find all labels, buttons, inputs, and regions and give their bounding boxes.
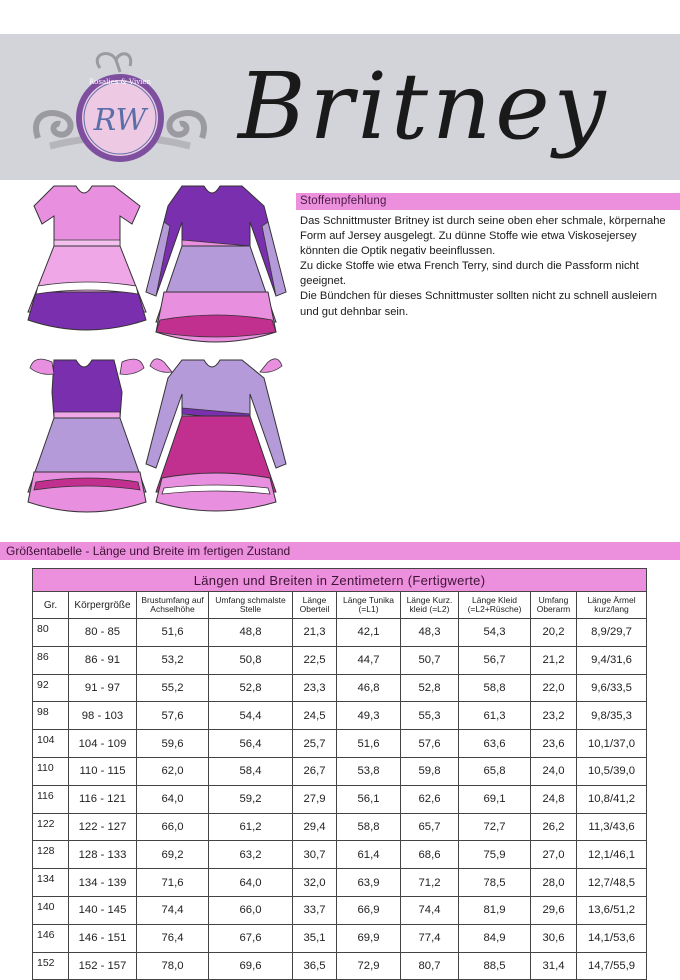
table-cell: 57,6 bbox=[137, 702, 209, 730]
table-cell: 52,8 bbox=[209, 674, 293, 702]
table-cell: 24,8 bbox=[531, 785, 577, 813]
table-cell: 92 bbox=[33, 674, 69, 702]
table-cell: 134 bbox=[33, 869, 69, 897]
table-cell: 64,0 bbox=[137, 785, 209, 813]
table-cell: 20,2 bbox=[531, 619, 577, 647]
table-row bbox=[33, 813, 647, 841]
table-cell: 69,9 bbox=[337, 924, 401, 952]
table-row bbox=[33, 869, 647, 897]
table-cell: 35,1 bbox=[293, 924, 337, 952]
table-cell: 62,6 bbox=[401, 785, 459, 813]
table-cell: 48,8 bbox=[209, 619, 293, 647]
table-cell: 50,8 bbox=[209, 646, 293, 674]
table-row bbox=[33, 730, 647, 758]
table-cell: 8,9/29,7 bbox=[577, 619, 647, 647]
table-cell: 24,5 bbox=[293, 702, 337, 730]
table-cell: 140 bbox=[33, 896, 69, 924]
column-header: Umfang Oberarm bbox=[531, 592, 577, 619]
table-cell: 86 bbox=[33, 646, 69, 674]
table-cell: 104 - 109 bbox=[69, 730, 137, 758]
size-table-caption: Längen und Breiten in Zentimetern (Fertigwerte) bbox=[33, 569, 647, 592]
column-header: Gr. bbox=[33, 592, 69, 619]
table-cell: 122 bbox=[33, 813, 69, 841]
table-cell: 22,0 bbox=[531, 674, 577, 702]
table-cell: 55,3 bbox=[401, 702, 459, 730]
left-scroll-ornament bbox=[36, 113, 71, 138]
table-cell: 134 - 139 bbox=[69, 869, 137, 897]
table-cell: 12,1/46,1 bbox=[577, 841, 647, 869]
table-cell: 71,6 bbox=[137, 869, 209, 897]
brand-logo bbox=[30, 46, 210, 171]
table-cell: 122 - 127 bbox=[69, 813, 137, 841]
table-cell: 66,0 bbox=[137, 813, 209, 841]
table-cell: 14,7/55,9 bbox=[577, 952, 647, 980]
table-cell: 13,6/51,2 bbox=[577, 896, 647, 924]
table-cell: 152 - 157 bbox=[69, 952, 137, 980]
table-cell: 80 bbox=[33, 619, 69, 647]
table-cell: 56,4 bbox=[209, 730, 293, 758]
table-cell: 55,2 bbox=[137, 674, 209, 702]
table-cell: 116 bbox=[33, 785, 69, 813]
table-cell: 91 - 97 bbox=[69, 674, 137, 702]
table-cell: 88,5 bbox=[459, 952, 531, 980]
right-scroll-ornament bbox=[169, 113, 204, 138]
table-row bbox=[33, 841, 647, 869]
size-table-title: Größentabelle - Länge und Breite im fertigen Zustand bbox=[6, 544, 291, 558]
table-row bbox=[33, 646, 647, 674]
table-cell: 10,8/41,2 bbox=[577, 785, 647, 813]
table-cell: 68,6 bbox=[401, 841, 459, 869]
table-cell: 152 bbox=[33, 952, 69, 980]
table-cell: 56,1 bbox=[337, 785, 401, 813]
table-cell: 71,2 bbox=[401, 869, 459, 897]
column-header: Länge Tunika (=L1) bbox=[337, 592, 401, 619]
table-cell: 10,1/37,0 bbox=[577, 730, 647, 758]
table-cell: 59,2 bbox=[209, 785, 293, 813]
table-cell: 9,8/35,3 bbox=[577, 702, 647, 730]
table-cell: 26,7 bbox=[293, 757, 337, 785]
table-cell: 21,2 bbox=[531, 646, 577, 674]
column-header: Länge Oberteil bbox=[293, 592, 337, 619]
table-cell: 30,6 bbox=[531, 924, 577, 952]
table-cell: 22,5 bbox=[293, 646, 337, 674]
table-cell: 65,8 bbox=[459, 757, 531, 785]
table-cell: 63,2 bbox=[209, 841, 293, 869]
table-cell: 77,4 bbox=[401, 924, 459, 952]
table-cell: 10,5/39,0 bbox=[577, 757, 647, 785]
table-cell: 80 - 85 bbox=[69, 619, 137, 647]
table-cell: 53,8 bbox=[337, 757, 401, 785]
table-cell: 21,3 bbox=[293, 619, 337, 647]
table-cell: 146 - 151 bbox=[69, 924, 137, 952]
table-cell: 29,6 bbox=[531, 896, 577, 924]
table-cell: 9,6/33,5 bbox=[577, 674, 647, 702]
table-cell: 67,6 bbox=[209, 924, 293, 952]
table-cell: 81,9 bbox=[459, 896, 531, 924]
table-cell: 57,6 bbox=[401, 730, 459, 758]
dress-purple-flutter-sleeve bbox=[28, 359, 146, 512]
table-cell: 23,6 bbox=[531, 730, 577, 758]
table-cell: 140 - 145 bbox=[69, 896, 137, 924]
table-cell: 23,3 bbox=[293, 674, 337, 702]
pattern-title: Britney bbox=[238, 53, 610, 160]
crown-ornament bbox=[97, 54, 130, 72]
table-cell: 58,4 bbox=[209, 757, 293, 785]
dress-pink-short-sleeve bbox=[28, 186, 146, 330]
table-cell: 12,7/48,5 bbox=[577, 869, 647, 897]
table-cell: 84,9 bbox=[459, 924, 531, 952]
table-row bbox=[33, 896, 647, 924]
table-cell: 51,6 bbox=[337, 730, 401, 758]
table-cell: 74,4 bbox=[137, 896, 209, 924]
table-cell: 42,1 bbox=[337, 619, 401, 647]
table-cell: 14,1/53,6 bbox=[577, 924, 647, 952]
table-cell: 110 - 115 bbox=[69, 757, 137, 785]
table-cell: 48,3 bbox=[401, 619, 459, 647]
table-row bbox=[33, 619, 647, 647]
table-cell: 75,9 bbox=[459, 841, 531, 869]
dress-lavender-long-sleeve bbox=[146, 359, 286, 511]
table-cell: 116 - 121 bbox=[69, 785, 137, 813]
table-cell: 28,0 bbox=[531, 869, 577, 897]
column-header: Länge Ärmel kurz/lang bbox=[577, 592, 647, 619]
column-header: Umfang schmalste Stelle bbox=[209, 592, 293, 619]
table-row bbox=[33, 952, 647, 980]
table-cell: 32,0 bbox=[293, 869, 337, 897]
table-cell: 64,0 bbox=[209, 869, 293, 897]
table-cell: 74,4 bbox=[401, 896, 459, 924]
dress-purple-long-sleeve bbox=[146, 186, 286, 342]
table-cell: 44,7 bbox=[337, 646, 401, 674]
table-cell: 66,0 bbox=[209, 896, 293, 924]
table-cell: 58,8 bbox=[459, 674, 531, 702]
column-header: Brustumfang auf Achselhöhe bbox=[137, 592, 209, 619]
table-cell: 51,6 bbox=[137, 619, 209, 647]
stoffempfehlung-paragraph: Zu dicke Stoffe wie etwa French Terry, sind durch die Passform nicht geeignet. bbox=[300, 260, 639, 288]
table-row bbox=[33, 785, 647, 813]
table-cell: 72,7 bbox=[459, 813, 531, 841]
table-cell: 56,7 bbox=[459, 646, 531, 674]
logo-ring-text: Rosalies & Vivien bbox=[88, 78, 152, 86]
table-row bbox=[33, 702, 647, 730]
table-row bbox=[33, 924, 647, 952]
table-cell: 25,7 bbox=[293, 730, 337, 758]
stoffempfehlung-paragraph: Das Schnittmuster Britney ist durch seine oben eher schmale, körpernahe Form auf Jersey ausgelegt. Zu dünne Stoffe wie etwa Viskosejersey könnten die Optik negativ beeinflussen. bbox=[300, 215, 666, 258]
table-cell: 54,4 bbox=[209, 702, 293, 730]
table-cell: 50,7 bbox=[401, 646, 459, 674]
table-cell: 98 - 103 bbox=[69, 702, 137, 730]
table-cell: 30,7 bbox=[293, 841, 337, 869]
table-cell: 61,4 bbox=[337, 841, 401, 869]
table-cell: 78,5 bbox=[459, 869, 531, 897]
logo-monogram: RW bbox=[93, 103, 147, 138]
table-cell: 31,4 bbox=[531, 952, 577, 980]
stoffempfehlung-title: Stoffempfehlung bbox=[300, 195, 387, 207]
header-band bbox=[0, 34, 680, 180]
table-cell: 62,0 bbox=[137, 757, 209, 785]
stoffempfehlung-paragraph: Die Bündchen für dieses Schnittmuster sollten nicht zu schnell ausleiern und gut dehnbar sein. bbox=[300, 290, 657, 318]
table-cell: 146 bbox=[33, 924, 69, 952]
table-cell: 53,2 bbox=[137, 646, 209, 674]
column-header: Länge Kurz. kleid (=L2) bbox=[401, 592, 459, 619]
table-cell: 59,8 bbox=[401, 757, 459, 785]
table-cell: 63,9 bbox=[337, 869, 401, 897]
column-header: Länge Kleid (=L2+Rüsche) bbox=[459, 592, 531, 619]
table-cell: 78,0 bbox=[137, 952, 209, 980]
table-cell: 54,3 bbox=[459, 619, 531, 647]
table-cell: 24,0 bbox=[531, 757, 577, 785]
table-cell: 49,3 bbox=[337, 702, 401, 730]
table-cell: 27,0 bbox=[531, 841, 577, 869]
table-cell: 69,6 bbox=[209, 952, 293, 980]
table-row bbox=[33, 674, 647, 702]
table-cell: 58,8 bbox=[337, 813, 401, 841]
table-cell: 46,8 bbox=[337, 674, 401, 702]
size-table-header-row bbox=[33, 592, 647, 619]
table-cell: 98 bbox=[33, 702, 69, 730]
table-cell: 65,7 bbox=[401, 813, 459, 841]
table-cell: 110 bbox=[33, 757, 69, 785]
table-cell: 27,9 bbox=[293, 785, 337, 813]
table-cell: 128 - 133 bbox=[69, 841, 137, 869]
table-cell: 33,7 bbox=[293, 896, 337, 924]
table-cell: 128 bbox=[33, 841, 69, 869]
table-cell: 61,2 bbox=[209, 813, 293, 841]
table-cell: 63,6 bbox=[459, 730, 531, 758]
table-cell: 69,1 bbox=[459, 785, 531, 813]
table-cell: 86 - 91 bbox=[69, 646, 137, 674]
table-cell: 59,6 bbox=[137, 730, 209, 758]
stoffempfehlung-text bbox=[300, 214, 670, 320]
table-cell: 29,4 bbox=[293, 813, 337, 841]
dress-illustrations bbox=[14, 182, 296, 538]
table-cell: 69,2 bbox=[137, 841, 209, 869]
table-cell: 36,5 bbox=[293, 952, 337, 980]
table-cell: 26,2 bbox=[531, 813, 577, 841]
table-cell: 76,4 bbox=[137, 924, 209, 952]
table-cell: 66,9 bbox=[337, 896, 401, 924]
table-cell: 61,3 bbox=[459, 702, 531, 730]
table-cell: 72,9 bbox=[337, 952, 401, 980]
table-cell: 104 bbox=[33, 730, 69, 758]
table-row bbox=[33, 757, 647, 785]
table-cell: 52,8 bbox=[401, 674, 459, 702]
size-table bbox=[32, 568, 647, 980]
table-cell: 80,7 bbox=[401, 952, 459, 980]
table-cell: 23,2 bbox=[531, 702, 577, 730]
table-cell: 9,4/31,6 bbox=[577, 646, 647, 674]
table-cell: 11,3/43,6 bbox=[577, 813, 647, 841]
column-header: Körpergröße bbox=[69, 592, 137, 619]
